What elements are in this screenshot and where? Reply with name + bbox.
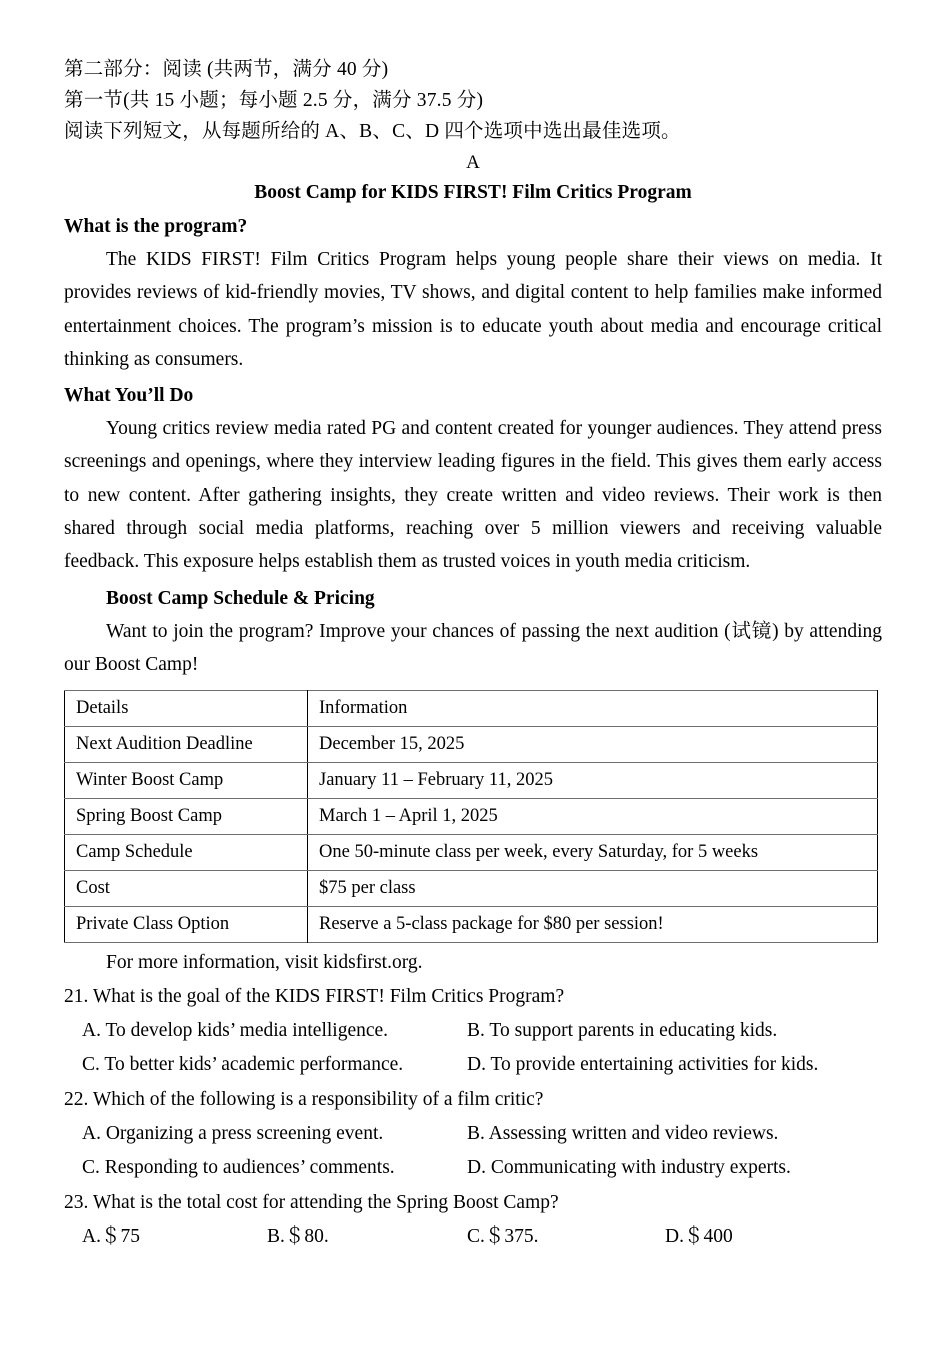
table-header-details: Details — [65, 691, 308, 727]
question-23-option-b[interactable]: B.＄80. — [267, 1226, 329, 1248]
table-row — [65, 835, 878, 871]
instruction-line-directions: 阅读下列短文，从每题所给的 A、B、C、D 四个选项中选出最佳选项。 — [64, 121, 681, 142]
question-21-option-d[interactable]: D. To provide entertaining activities for kids. — [467, 1054, 819, 1076]
table-cell-label: Spring Boost Camp — [65, 799, 308, 835]
question-23-option-d[interactable]: D.＄400 — [665, 1226, 733, 1248]
table-cell-label: Private Class Option — [65, 907, 308, 943]
heading-what-youll-do: What You’ll Do — [64, 385, 194, 407]
question-23-options-row — [64, 1220, 882, 1254]
question-21-options-row-2 — [64, 1048, 882, 1082]
passage-title: Boost Camp for KIDS FIRST! Film Critics Program — [254, 182, 692, 203]
table-cell-label: Winter Boost Camp — [65, 763, 308, 799]
table-header-information: Information — [308, 691, 878, 727]
table-cell-value: December 15, 2025 — [308, 727, 878, 763]
question-22-option-b[interactable]: B. Assessing written and video reviews. — [467, 1123, 779, 1145]
question-23-option-a[interactable]: A.＄75 — [82, 1226, 140, 1248]
heading-what-is-the-program: What is the program? — [64, 216, 248, 237]
question-23-stem: 23. What is the total cost for attending the Spring Boost Camp? — [64, 1192, 559, 1214]
table-row — [65, 871, 878, 907]
table-row — [65, 799, 878, 835]
more-information-note: For more information, visit kidsfirst.org. — [106, 952, 423, 974]
schedule-pricing-table — [64, 690, 878, 943]
table-cell-label: Cost — [65, 871, 308, 907]
passage-letter: A — [466, 152, 480, 173]
question-22-options-row-2 — [64, 1151, 882, 1185]
question-21-option-c[interactable]: C. To better kids’ academic performance. — [82, 1054, 404, 1076]
instruction-line-part2: 第二部分：阅读 (共两节，满分 40 分) — [64, 59, 389, 80]
question-22-option-d[interactable]: D. Communicating with industry experts. — [467, 1157, 791, 1179]
instruction-line-section1: 第一节(共 15 小题；每小题 2.5 分，满分 37.5 分) — [64, 90, 484, 111]
question-21-option-b[interactable]: B. To support parents in educating kids. — [467, 1020, 778, 1042]
table-header-row — [65, 691, 878, 727]
table-row — [65, 727, 878, 763]
exam-page — [64, 54, 882, 1254]
question-22-option-c[interactable]: C. Responding to audiences’ comments. — [82, 1157, 395, 1179]
table-cell-value: $75 per class — [308, 871, 878, 907]
table-cell-value: March 1 – April 1, 2025 — [308, 799, 878, 835]
paragraph-program-description: The KIDS FIRST! Film Critics Program helps young people share their views on media. It provides reviews of kid-friendly movies, TV shows, and digital content to help families make informed entertainment choices. The program’s mission is to educate youth about media and encourage critical thinking as consumers. — [64, 249, 882, 370]
table-cell-value: One 50-minute class per week, every Saturday, for 5 weeks — [308, 835, 878, 871]
question-22-option-a[interactable]: A. Organizing a press screening event. — [82, 1123, 384, 1145]
table-cell-label: Next Audition Deadline — [65, 727, 308, 763]
question-23-option-c[interactable]: C.＄375. — [467, 1226, 539, 1248]
question-22-stem: 22. Which of the following is a responsibility of a film critic? — [64, 1089, 544, 1111]
table-row — [65, 907, 878, 943]
paragraph-activities: Young critics review media rated PG and content created for younger audiences. They attend press screenings and openings, where they interview leading figures in the field. This gives them early access to new content. After gathering insights, they create written and video reviews. Their work is then shared through social media platforms, reaching over 5 million viewers and receiving valuable feedback. This exposure helps establish them as trusted voices in youth media criticism. — [64, 418, 882, 573]
heading-schedule-and-pricing: Boost Camp Schedule & Pricing — [106, 587, 375, 609]
table-cell-value: January 11 – February 11, 2025 — [308, 763, 878, 799]
table-row — [65, 763, 878, 799]
question-21-options-row-1 — [64, 1014, 882, 1048]
question-21-option-a[interactable]: A. To develop kids’ media intelligence. — [82, 1020, 389, 1042]
question-21-stem: 21. What is the goal of the KIDS FIRST! Film Critics Program? — [64, 986, 565, 1008]
table-cell-value: Reserve a 5-class package for $80 per session! — [319, 914, 664, 935]
question-22-options-row-1 — [64, 1117, 882, 1151]
paragraph-boost-camp-invite: Want to join the program? Improve your chances of passing the next audition (试镜) by attending our Boost Camp! — [64, 620, 882, 675]
table-cell-label: Camp Schedule — [65, 835, 308, 871]
